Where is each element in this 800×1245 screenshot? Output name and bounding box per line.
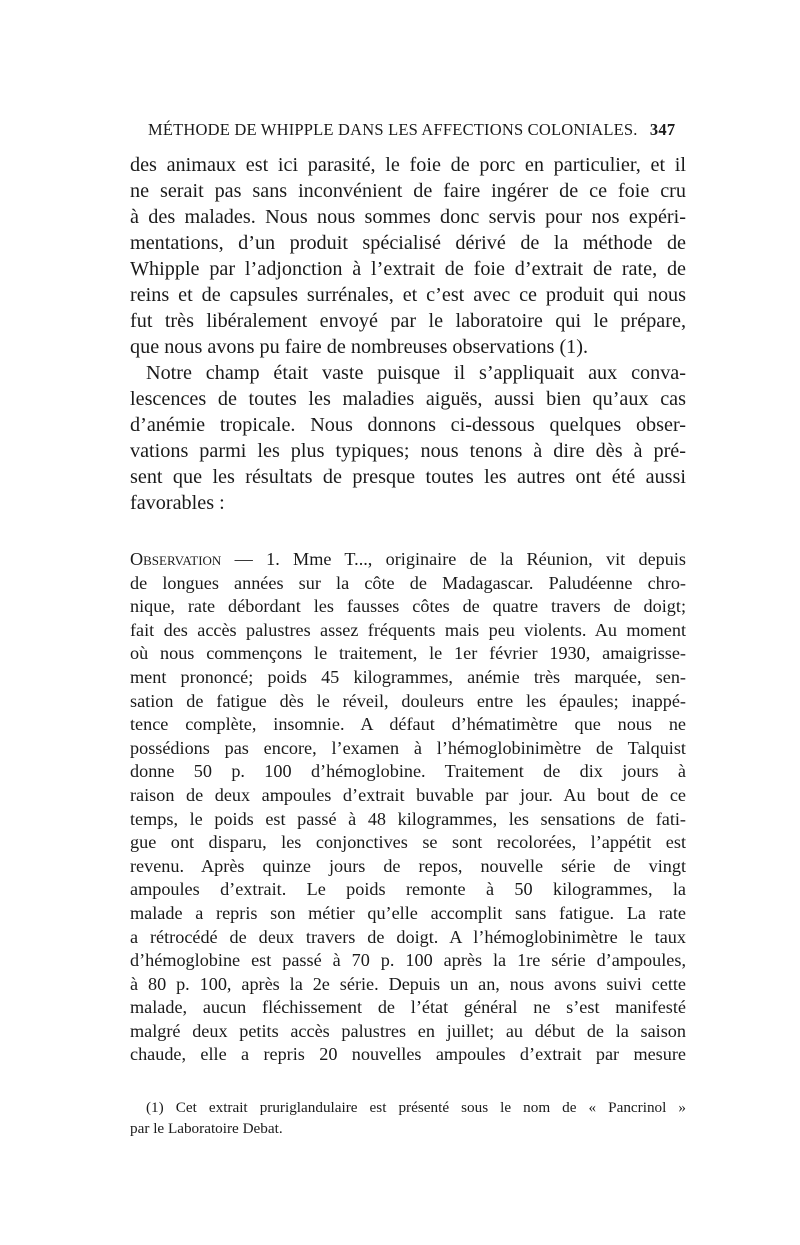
text-line: temps, le poids est passé à 48 kilogrammes, les sensations de fati- [130,808,686,829]
page-number: 347 [649,120,676,139]
text-line: fut très libéralement envoyé par le laboratoire qui le prépare, [130,310,686,332]
text-line: tence complète, insomnie. A défaut d’hématimètre que nous ne [130,714,686,735]
text-line: d’hémoglobine est passé à 70 p. 100 après la 1re série d’ampoules, [130,950,686,971]
text-line: malade a repris son métier qu’elle accomplit sans fatigue. La rate [130,902,686,923]
text-line: raison de deux ampoules d’extrait buvable par jour. Au bout de ce [130,784,686,805]
footnote-line: (1) Cet extrait pruriglandulaire est présenté sous le nom de « Pancrinol » [146,1099,686,1116]
text-line: à 80 p. 100, après la 2e série. Depuis un an, nous avons suivi cette [130,973,686,994]
running-title: MÉTHODE DE WHIPPLE DANS LES AFFECTIONS COLONIALES. [148,120,638,139]
text-line: ne serait pas sans inconvénient de faire ingérer de ce foie cru [130,180,686,202]
observation-first-line-text: — 1. Mme T..., originaire de la Réunion, vit depuis [221,549,686,569]
text-line: où nous commençons le traitement, le 1er février 1930, amaigrisse- [130,643,686,664]
text-line: d’anémie tropicale. Nous donnons ci-dessous quelques obser- [130,414,686,436]
observation-paragraph [130,548,686,1067]
text-line: nique, rate débordant les fausses côtes de quatre travers de doigt; [130,596,686,617]
text-line: donne 50 p. 100 d’hémoglobine. Traitement de dix jours à [130,761,686,782]
text-line: mentations, d’un produit spécialisé dérivé de la méthode de [130,232,686,254]
text-line: revenu. Après quinze jours de repos, nouvelle série de vingt [130,855,686,876]
intro-paragraphs [130,152,686,516]
footnote-line: par le Laboratoire Debat. [130,1120,283,1137]
text-line: malade, aucun fléchissement de l’état général ne s’est manifesté [130,997,686,1018]
text-line: gue ont disparu, les conjonctives se sont recolorées, l’appétit est [130,832,686,853]
text-line: favorables : [130,492,225,514]
text-line: de longues années sur la côte de Madagascar. Paludéenne chro- [130,572,686,593]
text-line: possédions pas encore, l’examen à l’hémoglobinimètre de Talquist [130,737,686,758]
text-line: chaude, elle a repris 20 nouvelles ampoules d’extrait par mesure [130,1044,686,1065]
text-line: reins et de capsules surrénales, et c’est avec ce produit qui nous [130,284,686,306]
text-line: que nous avons pu faire de nombreuses observations (1). [130,336,589,358]
text-line: sent que les résultats de presque toutes les autres ont été aussi [130,466,686,488]
text-line: à des malades. Nous nous sommes donc servis pour nos expéri- [130,206,686,228]
running-head [148,120,688,140]
text-line: Notre champ était vaste puisque il s’appliquait aux conva- [146,362,686,384]
text-line: a rétrocédé de deux travers de doigt. A l’hémoglobinimètre le taux [130,926,686,947]
text-line: Whipple par l’adjonction à l’extrait de foie d’extrait de rate, de [130,258,686,280]
text-line: malgré deux petits accès palustres en juillet; au début de la saison [130,1020,686,1041]
text-line: lescences de toutes les maladies aiguës, aussi bien qu’aux cas [130,388,686,410]
text-line: ment prononcé; poids 45 kilogrammes, anémie très marquée, sen- [130,666,686,687]
text-line: vations parmi les plus typiques; nous tenons à dire dès à pré- [130,440,686,462]
text-line: ampoules d’extrait. Le poids remonte à 50 kilogrammes, la [130,879,686,900]
text-line: des animaux est ici parasité, le foie de porc en particulier, et il [130,154,686,176]
observation-first-line [130,548,686,572]
text-line: fait des accès palustres assez fréquents mais peu violents. Au moment [130,619,686,640]
observation-heading: Observation [130,549,222,569]
footnotes [130,1097,686,1139]
text-line: sation de fatigue dès le réveil, douleurs entre les épaules; inappé- [130,690,686,711]
